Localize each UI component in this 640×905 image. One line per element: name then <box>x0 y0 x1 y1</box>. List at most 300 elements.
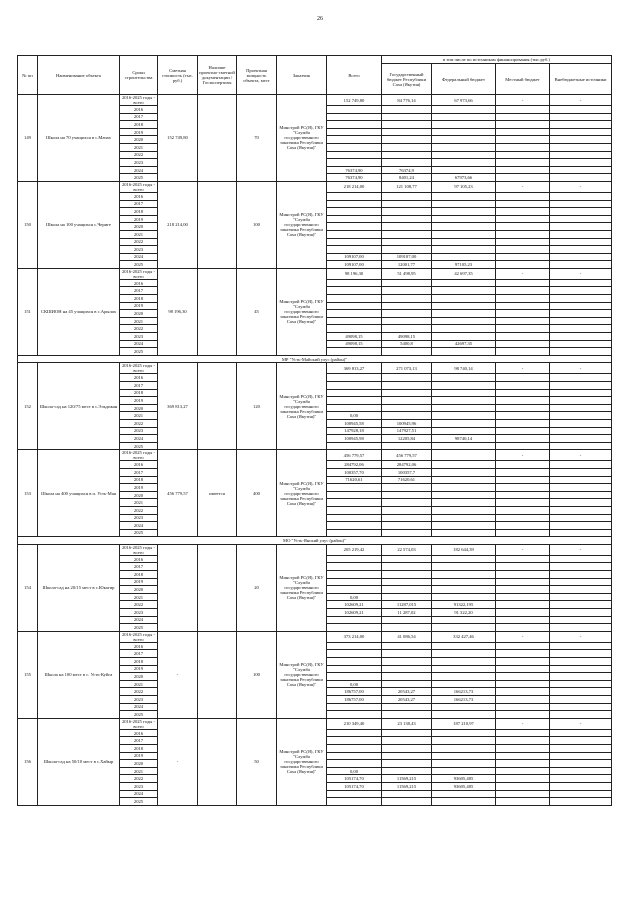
expertise-status <box>198 718 237 805</box>
period-cell: 2022 <box>120 238 158 246</box>
federal-budget-value <box>432 279 496 287</box>
total-value: 102609,21 <box>327 601 382 609</box>
table-row <box>18 268 612 279</box>
expertise-status <box>198 268 237 355</box>
federal-budget-value <box>432 616 496 624</box>
local-budget-value <box>496 192 550 200</box>
federal-budget-value <box>432 586 496 594</box>
period-cell: 2021 <box>120 317 158 325</box>
period-cell: 2016 <box>120 106 158 114</box>
federal-budget-value <box>432 571 496 579</box>
extra-sources-value <box>550 642 612 650</box>
local-budget-value <box>496 295 550 303</box>
state-budget-value <box>382 529 432 537</box>
state-budget-value: 51 498,95 <box>382 268 432 279</box>
total-value: 369 813,27 <box>327 363 382 374</box>
extra-sources-value <box>550 412 612 420</box>
period-cell: 2016-2025 годы - всего <box>120 268 158 279</box>
state-budget-value <box>382 310 432 318</box>
federal-budget-value <box>432 389 496 397</box>
period-cell: 2023 <box>120 427 158 435</box>
estimated-cost: - <box>158 718 198 805</box>
federal-budget-value <box>432 468 496 476</box>
federal-budget-value <box>432 673 496 681</box>
state-budget-value <box>382 128 432 136</box>
object-name: Школа-сад на 50/10 мест в с.Хайыр <box>38 718 120 805</box>
period-cell: 2024 <box>120 435 158 443</box>
federal-budget-value <box>432 624 496 632</box>
federal-budget-value: 42697,35 <box>432 340 496 348</box>
federal-budget-value <box>432 113 496 121</box>
total-value <box>327 317 382 325</box>
state-budget-value <box>382 302 432 310</box>
extra-sources-value <box>550 491 612 499</box>
state-budget-value <box>382 325 432 333</box>
table-row <box>18 363 612 374</box>
federal-budget-value <box>432 555 496 563</box>
federal-budget-value <box>432 295 496 303</box>
state-budget-value: 100357,7 <box>382 468 432 476</box>
federal-budget-value <box>432 208 496 216</box>
total-value: 0,00 <box>327 412 382 420</box>
total-value: 100945,58 <box>327 419 382 427</box>
total-value: 76374,90 <box>327 166 382 174</box>
period-cell: 2017 <box>120 382 158 390</box>
local-budget-value <box>496 419 550 427</box>
total-value <box>327 571 382 579</box>
capacity: 100 <box>237 631 277 718</box>
total-value: 105174,70 <box>327 782 382 790</box>
total-value: 49098,15 <box>327 340 382 348</box>
col-customer: Заказчик <box>277 56 327 95</box>
period-cell: 2019 <box>120 578 158 586</box>
state-budget-value <box>382 287 432 295</box>
extra-sources-value <box>550 744 612 752</box>
total-value <box>327 578 382 586</box>
period-cell: 2017 <box>120 113 158 121</box>
total-value <box>327 491 382 499</box>
state-budget-value <box>382 491 432 499</box>
federal-budget-value <box>432 703 496 711</box>
total-value <box>327 760 382 768</box>
period-cell: 2018 <box>120 121 158 129</box>
federal-budget-value: 67 973,66 <box>432 95 496 106</box>
local-budget-value <box>496 340 550 348</box>
state-budget-value <box>382 121 432 129</box>
local-budget-value: - <box>496 544 550 555</box>
total-value <box>327 223 382 231</box>
local-budget-value <box>496 624 550 632</box>
estimated-cost: 456 779,57 <box>158 450 198 537</box>
local-budget-value <box>496 461 550 469</box>
period-cell: 2022 <box>120 775 158 783</box>
customer: Минстрой РС(Я), ГКУ "Служба государственного заказчика Республики Саха (Якутия)" <box>277 631 327 718</box>
period-cell: 2024 <box>120 340 158 348</box>
state-budget-value <box>382 238 432 246</box>
federal-budget-value <box>432 506 496 514</box>
federal-budget-value <box>432 128 496 136</box>
federal-budget-value <box>432 491 496 499</box>
extra-sources-value <box>550 159 612 167</box>
local-budget-value <box>496 397 550 405</box>
local-budget-value <box>496 121 550 129</box>
state-budget-value <box>382 578 432 586</box>
local-budget-value <box>496 174 550 182</box>
period-cell: 2022 <box>120 325 158 333</box>
col-local-budget: Местный бюджет <box>496 64 550 95</box>
state-budget-value <box>382 703 432 711</box>
federal-budget-value <box>432 159 496 167</box>
col-extra-sources: Внебюджетные источники <box>550 64 612 95</box>
estimated-cost: 98 196,30 <box>158 268 198 355</box>
period-cell: 2023 <box>120 246 158 254</box>
state-budget-value <box>382 151 432 159</box>
state-budget-value: 5400,8 <box>382 340 432 348</box>
federal-budget-value: 93605,485 <box>432 775 496 783</box>
total-value <box>327 404 382 412</box>
table-row <box>18 450 612 461</box>
federal-budget-value <box>432 333 496 341</box>
local-budget-value <box>496 491 550 499</box>
federal-budget-value <box>432 246 496 254</box>
total-value <box>327 159 382 167</box>
total-value <box>327 744 382 752</box>
period-cell: 2017 <box>120 468 158 476</box>
local-budget-value <box>496 782 550 790</box>
state-budget-value <box>382 571 432 579</box>
state-budget-value <box>382 317 432 325</box>
total-value <box>327 703 382 711</box>
federal-budget-value <box>432 302 496 310</box>
local-budget-value <box>496 253 550 261</box>
local-budget-value <box>496 514 550 522</box>
expertise-status <box>198 363 237 450</box>
total-value: 0,00 <box>327 593 382 601</box>
local-budget-value <box>496 468 550 476</box>
capacity: 100 <box>237 181 277 268</box>
extra-sources-value <box>550 616 612 624</box>
period-cell: 2019 <box>120 397 158 405</box>
expertise-status <box>198 181 237 268</box>
extra-sources-value <box>550 729 612 737</box>
state-budget-value: 20543,27 <box>382 695 432 703</box>
total-value <box>327 529 382 537</box>
extra-sources-value <box>550 476 612 484</box>
col-expertise: Наличие проектно-сметной документации /Госэкспертизы <box>198 56 237 95</box>
state-budget-value <box>382 223 432 231</box>
object-name: Школа на 400 учащихся в п. Усть-Мая <box>38 450 120 537</box>
local-budget-value <box>496 200 550 208</box>
table-row <box>18 631 612 642</box>
total-value: 98 196,30 <box>327 268 382 279</box>
extra-sources-value <box>550 688 612 696</box>
local-budget-value <box>496 506 550 514</box>
total-value: 373 214,00 <box>327 631 382 642</box>
local-budget-value <box>496 128 550 136</box>
extra-sources-value <box>550 215 612 223</box>
period-cell: 2017 <box>120 563 158 571</box>
extra-sources-value <box>550 555 612 563</box>
total-value: 71620,61 <box>327 476 382 484</box>
total-value: 284792,06 <box>327 461 382 469</box>
federal-budget-value <box>432 223 496 231</box>
state-budget-value: 11569,215 <box>382 782 432 790</box>
state-budget-value <box>382 616 432 624</box>
federal-budget-value <box>432 412 496 420</box>
total-value <box>327 287 382 295</box>
period-cell: 2018 <box>120 208 158 216</box>
state-budget-value: 11287,015 <box>382 601 432 609</box>
local-budget-value <box>496 374 550 382</box>
state-budget-value <box>382 442 432 450</box>
extra-sources-value <box>550 151 612 159</box>
page-number: 26 <box>317 16 323 22</box>
period-cell: 2016 <box>120 279 158 287</box>
extra-sources-value <box>550 166 612 174</box>
capacity: 20 <box>237 544 277 631</box>
local-budget-value <box>496 287 550 295</box>
local-budget-value <box>496 688 550 696</box>
state-budget-value: 23 138,43 <box>382 718 432 729</box>
state-budget-value <box>382 230 432 238</box>
federal-budget-value: 42 697,35 <box>432 268 496 279</box>
table-row <box>18 181 612 192</box>
period-cell: 2023 <box>120 782 158 790</box>
federal-budget-value <box>432 382 496 390</box>
period-cell: 2021 <box>120 143 158 151</box>
object-name: Школа на 100 мест в с. Усть-Куйга <box>38 631 120 718</box>
total-value: 49098,15 <box>327 333 382 341</box>
total-value <box>327 650 382 658</box>
period-cell: 2022 <box>120 506 158 514</box>
state-budget-value <box>382 767 432 775</box>
extra-sources-value <box>550 775 612 783</box>
state-budget-value: 284792,06 <box>382 461 432 469</box>
local-budget-value <box>496 106 550 114</box>
total-value: 205 219,42 <box>327 544 382 555</box>
federal-budget-value <box>432 374 496 382</box>
federal-budget-value: 98740,14 <box>432 435 496 443</box>
state-budget-value <box>382 200 432 208</box>
state-budget-value <box>382 586 432 594</box>
state-budget-value: 100945,96 <box>382 419 432 427</box>
total-value <box>327 382 382 390</box>
federal-budget-value <box>432 121 496 129</box>
local-budget-value <box>496 435 550 443</box>
extra-sources-value <box>550 665 612 673</box>
estimated-cost: - <box>158 631 198 718</box>
expertise-status <box>198 544 237 631</box>
period-cell: 2016 <box>120 374 158 382</box>
state-budget-value <box>382 499 432 507</box>
federal-budget-value <box>432 200 496 208</box>
state-budget-value <box>382 295 432 303</box>
federal-budget-value <box>432 461 496 469</box>
total-value <box>327 616 382 624</box>
period-cell: 2025 <box>120 442 158 450</box>
period-cell: 2017 <box>120 200 158 208</box>
period-cell: 2025 <box>120 261 158 269</box>
total-value <box>327 658 382 666</box>
local-budget-value <box>496 302 550 310</box>
extra-sources-value <box>550 624 612 632</box>
federal-budget-value <box>432 798 496 806</box>
local-budget-value <box>496 159 550 167</box>
local-budget-value <box>496 571 550 579</box>
period-cell: 2017 <box>120 737 158 745</box>
state-budget-value <box>382 404 432 412</box>
object-number: 155 <box>18 631 38 718</box>
state-budget-value <box>382 374 432 382</box>
period-cell: 2020 <box>120 136 158 144</box>
federal-budget-value <box>432 325 496 333</box>
extra-sources-value <box>550 522 612 530</box>
extra-sources-value <box>550 310 612 318</box>
period-cell: 2019 <box>120 665 158 673</box>
total-value <box>327 208 382 216</box>
federal-budget-value <box>432 404 496 412</box>
extra-sources-value: - <box>550 181 612 192</box>
state-budget-value <box>382 650 432 658</box>
period-cell: 2024 <box>120 790 158 798</box>
extra-sources-value <box>550 468 612 476</box>
state-budget-value <box>382 348 432 356</box>
table-header <box>18 56 612 95</box>
state-budget-value <box>382 658 432 666</box>
federal-budget-value <box>432 419 496 427</box>
state-budget-value: 49098,15 <box>382 333 432 341</box>
federal-budget-value: 182 644,39 <box>432 544 496 555</box>
extra-sources-value <box>550 760 612 768</box>
period-cell: 2023 <box>120 159 158 167</box>
estimated-cost <box>158 544 198 631</box>
customer: Минстрой РС(Я), ГКУ "Служба государственного заказчика Республики Саха (Якутия)" <box>277 718 327 805</box>
local-budget-value <box>496 642 550 650</box>
federal-budget-value <box>432 348 496 356</box>
col-funding-group: в том числе по источникам финансирования (тыс.руб.) <box>382 56 612 64</box>
total-value <box>327 389 382 397</box>
period-cell: 2017 <box>120 287 158 295</box>
state-budget-value <box>382 522 432 530</box>
federal-budget-value <box>432 563 496 571</box>
local-budget-value <box>496 310 550 318</box>
total-value: 152 749,80 <box>327 95 382 106</box>
object-name: СКШИОН на 45 учащихся в с.Арылах <box>38 268 120 355</box>
state-budget-value <box>382 246 432 254</box>
local-budget-value <box>496 522 550 530</box>
extra-sources-value <box>550 121 612 129</box>
period-cell: 2016-2025 годы - всего <box>120 450 158 461</box>
total-value <box>327 279 382 287</box>
total-value <box>327 238 382 246</box>
period-cell: 2025 <box>120 624 158 632</box>
extra-sources-value <box>550 340 612 348</box>
local-budget-value <box>496 616 550 624</box>
state-budget-value: 12001,77 <box>382 261 432 269</box>
federal-budget-value <box>432 450 496 461</box>
extra-sources-value <box>550 703 612 711</box>
customer: Минстрой РС(Я), ГКУ "Служба государственного заказчика Республики Саха (Якутия)" <box>277 95 327 182</box>
extra-sources-value: - <box>550 450 612 461</box>
total-value <box>327 113 382 121</box>
federal-budget-value <box>432 317 496 325</box>
expertise-status: имеется <box>198 450 237 537</box>
extra-sources-value <box>550 200 612 208</box>
local-budget-value <box>496 325 550 333</box>
extra-sources-value <box>550 325 612 333</box>
investment-table <box>17 55 612 806</box>
federal-budget-value <box>432 767 496 775</box>
extra-sources-value: - <box>550 544 612 555</box>
local-budget-value <box>496 279 550 287</box>
state-budget-value <box>382 680 432 688</box>
local-budget-value <box>496 166 550 174</box>
total-value: 218 214,00 <box>327 181 382 192</box>
total-value <box>327 752 382 760</box>
period-cell: 2022 <box>120 151 158 159</box>
extra-sources-value <box>550 317 612 325</box>
total-value <box>327 514 382 522</box>
federal-budget-value <box>432 578 496 586</box>
total-value <box>327 136 382 144</box>
estimated-cost: 369 813,27 <box>158 363 198 450</box>
local-budget-value <box>496 760 550 768</box>
total-value <box>327 642 382 650</box>
state-budget-value: 22 574,03 <box>382 544 432 555</box>
state-budget-value <box>382 744 432 752</box>
extra-sources-value <box>550 571 612 579</box>
period-cell: 2016-2025 годы - всего <box>120 181 158 192</box>
total-value <box>327 121 382 129</box>
period-cell: 2019 <box>120 128 158 136</box>
customer: Минстрой РС(Я), ГКУ "Служба государственного заказчика Республики Саха (Якутия)" <box>277 181 327 268</box>
total-value: 147928,18 <box>327 427 382 435</box>
extra-sources-value <box>550 287 612 295</box>
customer: Минстрой РС(Я), ГКУ "Служба государственного заказчика Республики Саха (Якутия)" <box>277 544 327 631</box>
period-cell: 2025 <box>120 711 158 719</box>
state-budget-value <box>382 215 432 223</box>
extra-sources-value <box>550 208 612 216</box>
federal-budget-value <box>432 737 496 745</box>
state-budget-value <box>382 279 432 287</box>
state-budget-value: 11 287,02 <box>382 609 432 617</box>
district-row <box>18 537 612 545</box>
extra-sources-value <box>550 238 612 246</box>
total-value: 76374,90 <box>327 174 382 182</box>
total-value <box>327 711 382 719</box>
state-budget-value <box>382 555 432 563</box>
extra-sources-value: - <box>550 95 612 106</box>
period-cell: 2024 <box>120 166 158 174</box>
table-row <box>18 718 612 729</box>
state-budget-value <box>382 136 432 144</box>
total-value <box>327 484 382 492</box>
extra-sources-value <box>550 790 612 798</box>
object-name: Школа-сад на 20/15 мест в с.Юкагир <box>38 544 120 631</box>
capacity: 45 <box>237 268 277 355</box>
col-total: Всего <box>327 56 382 95</box>
local-budget-value <box>496 752 550 760</box>
total-value: 210 349,40 <box>327 718 382 729</box>
local-budget-value: - <box>496 363 550 374</box>
extra-sources-value <box>550 333 612 341</box>
total-value <box>327 325 382 333</box>
object-number: 153 <box>18 450 38 537</box>
total-value <box>327 128 382 136</box>
local-budget-value <box>496 790 550 798</box>
period-cell: 2016 <box>120 729 158 737</box>
col-capacity: Проектная мощность объекта, мест <box>237 56 277 95</box>
